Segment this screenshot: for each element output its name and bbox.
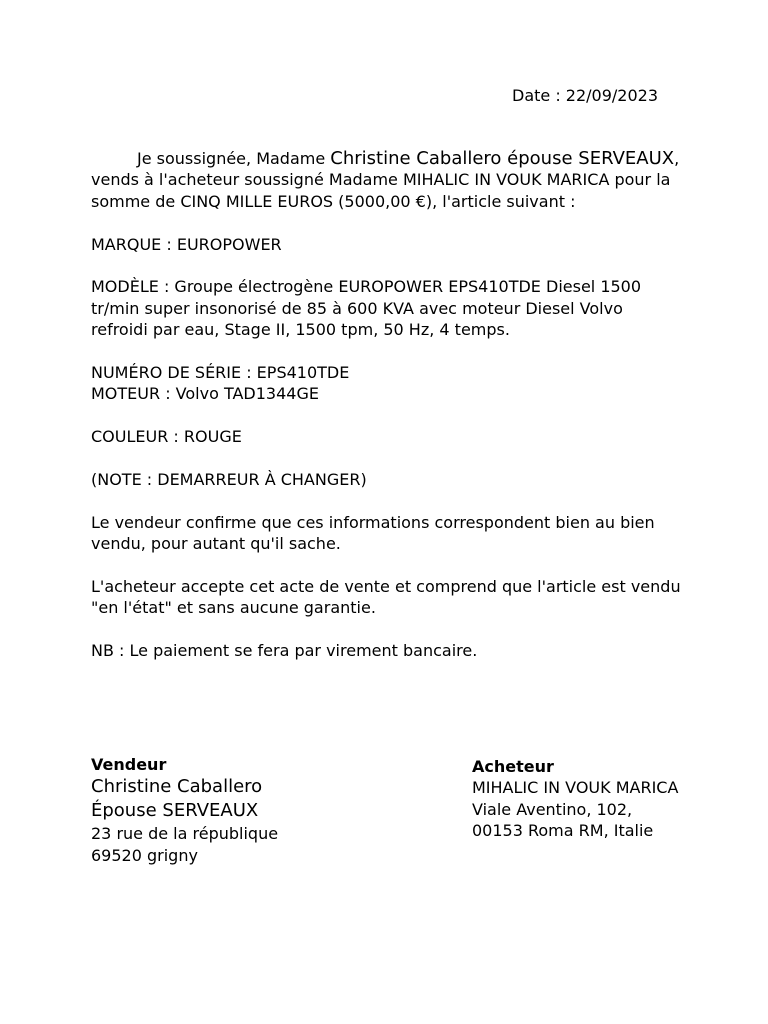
color-line: COULEUR : ROUGE	[91, 427, 242, 447]
seller-name-line1: Christine Caballero	[91, 776, 263, 798]
serial-line: NUMÉRO DE SÉRIE : EPS410TDE	[91, 363, 350, 383]
intro-text-start: Je soussignée, Madame	[137, 149, 331, 168]
buyer-heading: Acheteur	[472, 757, 554, 776]
seller-name-inline: Christine Caballero épouse SERVEAUX	[330, 148, 675, 169]
buyer-address-line1: Viale Aventino, 102,	[472, 799, 633, 819]
seller-heading: Vendeur	[91, 755, 167, 774]
brand-line: MARQUE : EUROPOWER	[91, 234, 282, 254]
buyer-block	[472, 756, 678, 842]
seller-confirmation-paragraph: Le vendeur confirme que ces informations correspondent bien au bien vendu, pour autant qu'il sache.	[91, 512, 655, 554]
seller-address-line1: 23 rue de la république	[91, 824, 279, 844]
model-paragraph: MODÈLE : Groupe électrogène EUROPOWER EPS410TDE Diesel 1500 tr/min super insonorisé de 85 à 600 KVA avec moteur Diesel Volvo refroidi par eau, Stage II, 1500 tpm, 50 Hz, 4 temps.	[91, 277, 642, 340]
seller-block	[91, 754, 278, 866]
engine-line: MOTEUR : Volvo TAD1344GE	[91, 384, 319, 404]
seller-address-line2: 69520 grigny	[91, 845, 198, 865]
buyer-acceptance-paragraph: L'acheteur accepte cet acte de vente et comprend que l'article est vendu "en l'état" et sans aucune garantie.	[91, 577, 681, 618]
intro-paragraph	[91, 148, 681, 212]
contract-body	[91, 148, 681, 683]
seller-name-line2: Épouse SERVEAUX	[91, 800, 259, 822]
document-date: Date : 22/09/2023	[512, 86, 659, 105]
buyer-address-line2: 00153 Roma RM, Italie	[472, 821, 654, 841]
buyer-name: MIHALIC IN VOUK MARICA	[472, 778, 679, 798]
note-line: (NOTE : DEMARREUR À CHANGER)	[91, 470, 367, 490]
payment-note: NB : Le paiement se fera par virement bancaire.	[91, 641, 478, 661]
intro-text-end: , vends à l'acheteur soussigné Madame MIHALIC IN VOUK MARICA pour la somme de CINQ MILLE EUROS (5000,00 €), l'article suivant :	[91, 149, 680, 211]
